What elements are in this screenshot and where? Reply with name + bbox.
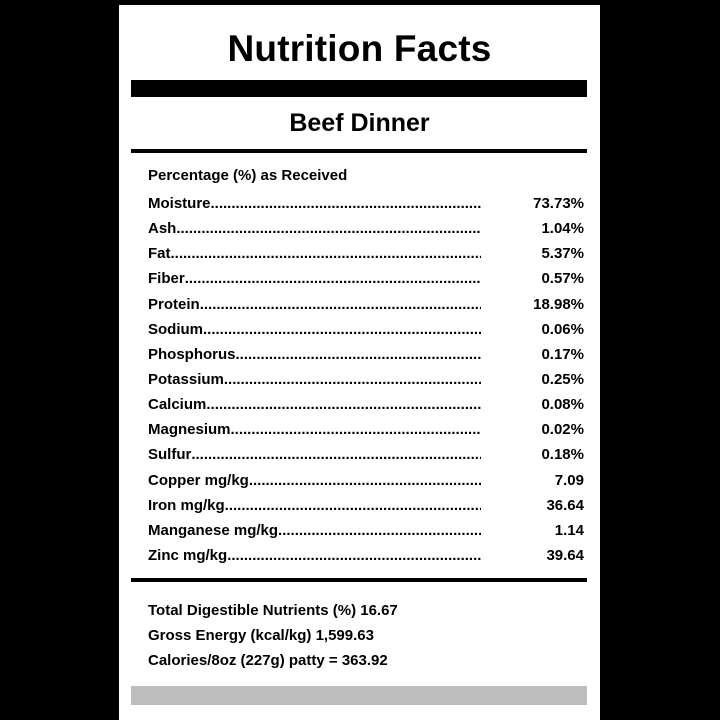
- summary-tdn: Total Digestible Nutrients (%) 16.67: [148, 602, 398, 619]
- nutrient-name: Copper mg/kg: [148, 471, 249, 489]
- nutrient-row-potassium: [148, 371, 584, 396]
- nutrient-value: 0.17%: [541, 345, 584, 363]
- nutrient-name: Fat: [148, 245, 171, 263]
- summary-gross-energy: Gross Energy (kcal/kg) 1,599.63: [148, 627, 374, 644]
- nutrient-value: 0.57%: [541, 270, 584, 288]
- nutrient-name: Fiber: [148, 270, 185, 288]
- nutrient-value: 5.37%: [541, 245, 584, 263]
- nutrient-row-fiber: [148, 270, 584, 295]
- nutrient-name: Calcium: [148, 396, 207, 414]
- nutrient-name: Ash: [148, 220, 177, 238]
- summary-calories: Calories/8oz (227g) patty = 363.92: [148, 652, 388, 669]
- nutrient-name: Potassium: [148, 370, 224, 388]
- nutrient-value: 0.02%: [541, 421, 584, 439]
- nutrient-value: 7.09: [554, 471, 584, 489]
- label-title: Nutrition Facts: [227, 28, 492, 69]
- nutrient-name: Manganese mg/kg: [148, 521, 279, 539]
- nutrient-row-moisture: [148, 195, 584, 220]
- nutrient-name: Sodium: [148, 320, 203, 338]
- nutrient-value: 18.98%: [533, 295, 584, 313]
- nutrient-value: 0.25%: [541, 370, 584, 388]
- nutrient-name: Moisture: [148, 195, 211, 212]
- divider-top: [131, 149, 587, 153]
- nutrient-row-ash: [148, 220, 584, 245]
- nutrient-name: Sulfur: [148, 446, 192, 464]
- nutrient-value: 1.14: [554, 521, 584, 539]
- nutrient-name: Magnesium: [148, 421, 231, 439]
- nutrient-row-phosphorus: [148, 346, 584, 371]
- nutrient-value: 1.04%: [541, 220, 584, 238]
- nutrient-row-copper: [148, 472, 584, 497]
- nutrient-row-magnesium: [148, 421, 584, 446]
- basis-heading: Percentage (%) as Received: [148, 167, 348, 184]
- nutrient-name: Iron mg/kg: [148, 496, 225, 514]
- nutrient-value: 0.08%: [541, 396, 584, 414]
- nutrient-value: 39.64: [546, 546, 584, 564]
- nutrient-value: 0.18%: [541, 446, 584, 464]
- nutrient-row-zinc: [148, 547, 584, 572]
- nutrition-label: [119, 5, 600, 720]
- nutrient-row-sulfur: [148, 446, 584, 471]
- nutrient-name: Phosphorus: [148, 345, 236, 363]
- nutrient-row-calcium: [148, 396, 584, 421]
- nutrient-value: 73.73%: [533, 195, 584, 212]
- nutrient-row-fat: [148, 245, 584, 270]
- nutrient-row-manganese: [148, 522, 584, 547]
- nutrient-row-sodium: [148, 321, 584, 346]
- nutrient-list: [148, 195, 584, 572]
- nutrient-value: 36.64: [546, 496, 584, 514]
- product-name: Beef Dinner: [289, 109, 430, 137]
- divider-bottom: [131, 578, 587, 582]
- nutrient-name: Zinc mg/kg: [148, 546, 228, 564]
- nutrient-row-protein: [148, 296, 584, 321]
- nutrient-value: 0.06%: [541, 320, 584, 338]
- nutrient-row-iron: [148, 497, 584, 522]
- nutrient-name: Protein: [148, 295, 200, 313]
- footer-bar: [131, 686, 587, 705]
- thick-divider: [131, 80, 587, 97]
- summary-block: [148, 600, 398, 675]
